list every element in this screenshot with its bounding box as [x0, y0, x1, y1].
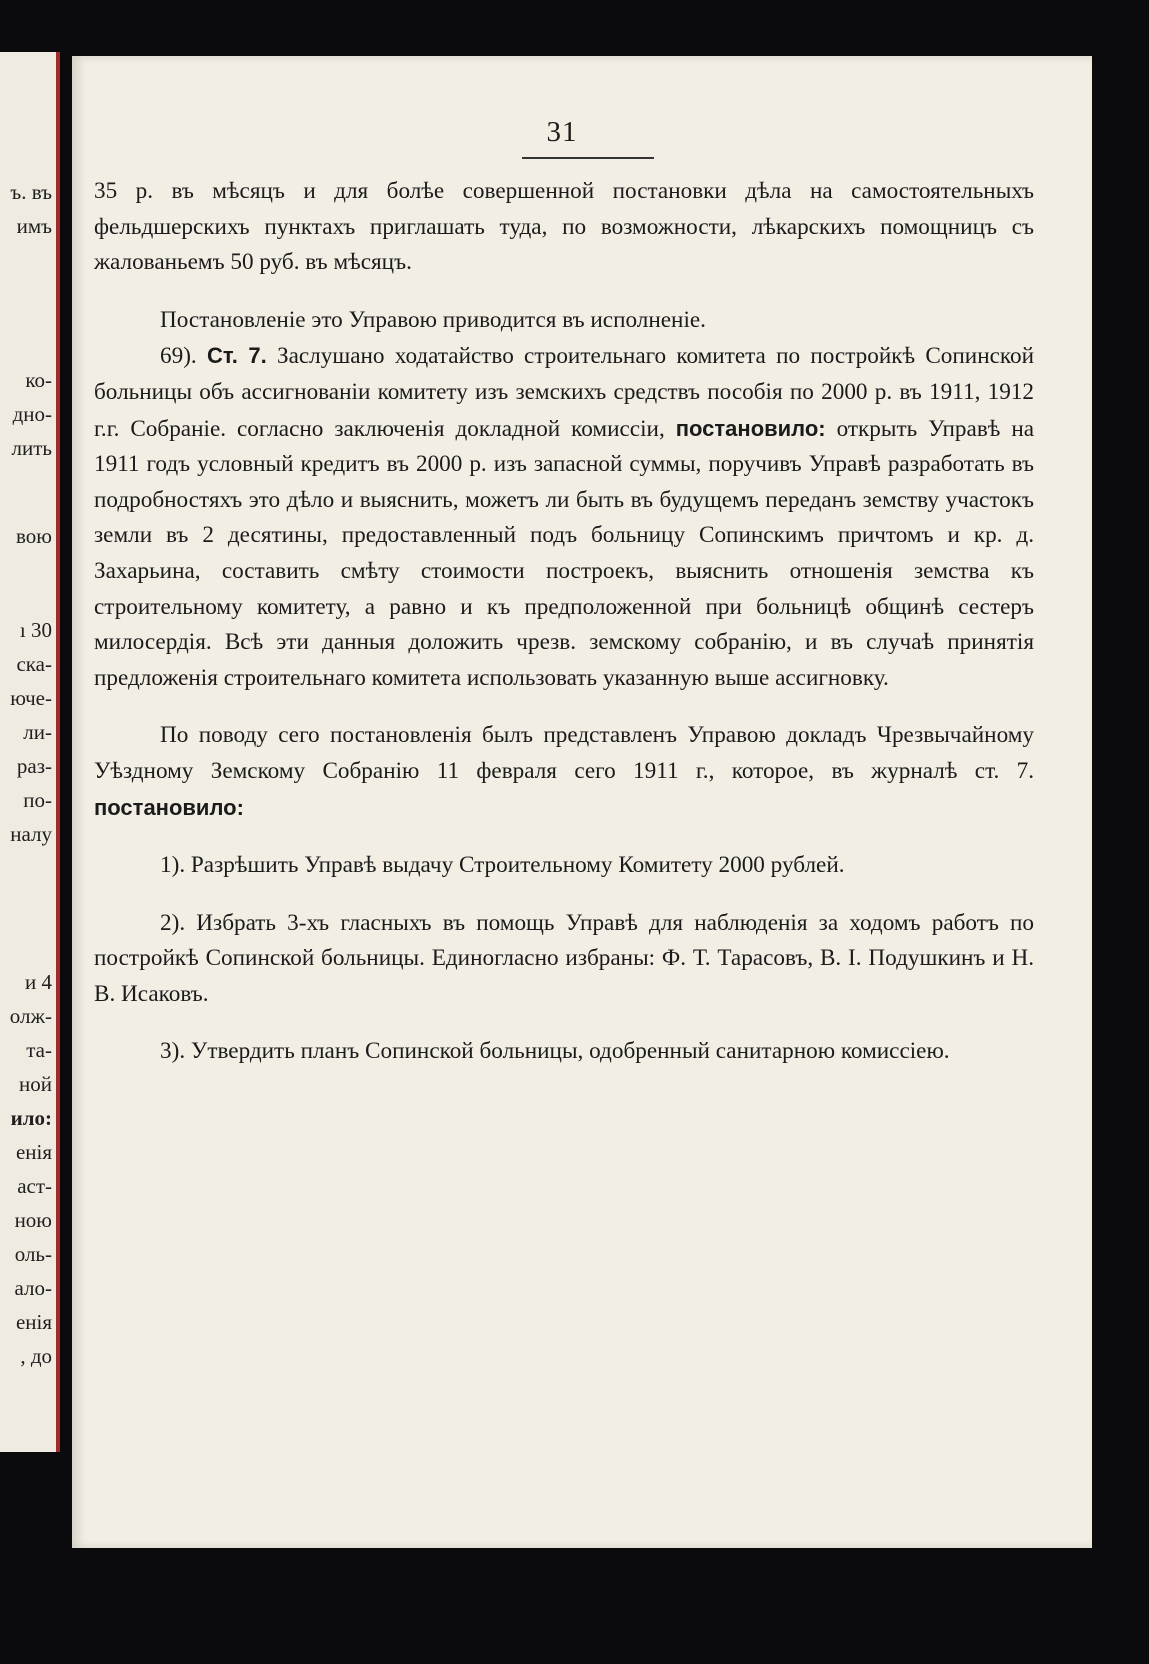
left-fragment: ало-	[14, 1276, 52, 1300]
article-text: Заслушано ходатайство строительнаго комитета по постройкѣ Сопинской больницы объ ассигнованіи комитету изъ земскихъ средствъ пособія по 2000 р. въ 1911, 1912 г.г. Собраніе. согласно заключенія докладной комиссіи,	[94, 343, 1034, 442]
item-number: 69).	[160, 343, 197, 370]
left-fragment: лить	[11, 436, 52, 460]
paragraph-report	[94, 718, 1034, 826]
paragraph-continuation: 35 р. въ мѣсяцъ и для болѣе совершенной постановки дѣла на самостоятельныхъ фельдшерскихъ пунктахъ приглашать туда, по возможности, лѣкарскихъ помощницъ съ жалованьемъ 50 руб. въ мѣсяцъ.	[94, 178, 1034, 276]
left-fragment: ною	[14, 1208, 52, 1232]
left-fragment: аст-	[17, 1174, 52, 1198]
article-text-continued: открыть Управѣ на 1911 годъ условный кредитъ въ 2000 р. изъ запасной суммы, поручивъ Управѣ разработать въ подробностяхъ это дѣло и выяснить, можетъ ли быть въ будущемъ переданъ земству участокъ земли въ 2 десятины, предоставленный подъ больницу Сопинскимъ причтомъ и кр. д. Захарьина, составить смѣту стоимости построекъ, выяснить отношенія земства къ строительному комитету, а равно и къ предположенной при больницѣ общинѣ сестеръ милосердія. Всѣ эти данныя доложить чрезв. земскому собранію, и въ случаѣ принятія предложенія строительнаго комитета использовать указанную выше ассигновку.	[94, 415, 1035, 691]
page-binding-edge	[56, 52, 60, 1452]
document-page	[72, 56, 1092, 1548]
body-text	[94, 174, 1034, 1070]
left-fragment: ной	[19, 1072, 52, 1096]
left-fragment: ко-	[25, 368, 52, 392]
previous-page-edge	[0, 52, 60, 1452]
left-fragment: олж-	[9, 1004, 52, 1028]
left-fragment: оль-	[14, 1242, 52, 1266]
left-fragment: енія	[15, 1310, 52, 1334]
left-fragment: ска-	[16, 652, 52, 676]
left-fragment: юче-	[10, 686, 52, 710]
page-number: 31	[546, 116, 578, 148]
left-fragment: и 4	[25, 970, 52, 994]
resolution-item-3: 3). Утвердить планъ Сопинской больницы, одобренный санитарною комиссіею.	[160, 1038, 950, 1065]
left-fragment: имъ	[16, 214, 52, 238]
report-text: По поводу сего постановленія былъ представленъ Управою докладъ Чрезвычайному Уѣздному Земскому Собранію 11 февраля сего 1911 г., которое, въ журналѣ ст. 7.	[94, 722, 1034, 784]
left-fragment: ъ. въ	[10, 180, 52, 204]
paragraph-resolution-note: Постановленіе это Управою приводится въ исполненіе.	[160, 306, 706, 333]
left-fragment: дно-	[12, 402, 52, 426]
left-fragment: , до	[20, 1344, 52, 1368]
left-fragment: вою	[16, 524, 52, 548]
resolution-item-2: 2). Избрать 3-хъ гласныхъ въ помощь Управѣ для наблюденія за ходомъ работъ по постройкѣ Сопинской больницы. Единогласно избраны: Ф. Т. Тарасовъ, В. І. Подушкинъ и Н. В. Исаковъ.	[94, 909, 1034, 1007]
left-fragment: ило:	[10, 1106, 52, 1130]
resolved-keyword: постановило:	[675, 415, 826, 441]
paragraph-article-69	[94, 338, 1034, 696]
resolved-keyword: постановило:	[94, 794, 244, 820]
left-fragment: налу	[10, 822, 52, 846]
left-fragment: раз-	[16, 754, 52, 778]
left-fragment: енія	[15, 1140, 52, 1164]
left-fragment: ı 30	[19, 618, 52, 642]
left-fragment: та-	[26, 1038, 52, 1062]
left-fragment: по-	[23, 788, 52, 812]
page-number-rule	[522, 157, 654, 159]
left-fragment: ли-	[23, 720, 52, 744]
resolution-item-1: 1). Разрѣшить Управѣ выдачу Строительному Комитету 2000 рублей.	[160, 852, 845, 879]
article-ref: Ст. 7.	[206, 343, 267, 369]
